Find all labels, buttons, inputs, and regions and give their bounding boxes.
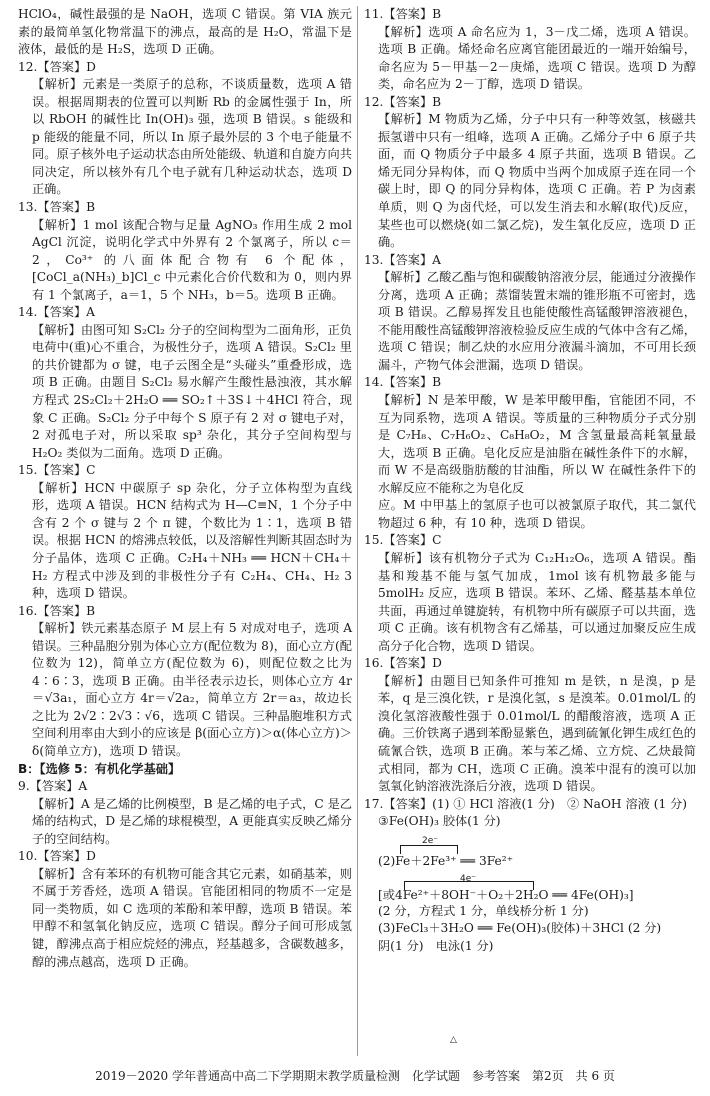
answer-line bbox=[18, 199, 352, 217]
electron-label-1: 2e⁻ bbox=[422, 835, 439, 846]
explanation-text: 【解析】由题目已知条件可推知 m 是铁，n 是溴，p 是苯，q 是三溴化铁，r 是溴化氢，s 是溴苯。0.01mol/L 的溴化氢溶液酸性强于 0.01mol/L 的醋酸溶液，选项 A 正确。三价铁离子遇到苯酚显紫色，遇到硫氰化钾生成红色的硫氰合铁，选项 B 正确。苯与苯乙烯、立方烷、乙炔最简式相同，都为 CH，选项 C 正确。溴苯中混有的溴可以加氢氧化钠溶液洗涤后分液，选项 D 错误。 bbox=[378, 673, 696, 794]
answer-text: 【答案】B bbox=[37, 200, 96, 215]
answer-text: 【答案】D bbox=[37, 59, 96, 74]
question-number: 13. bbox=[364, 252, 384, 267]
explanation-text: 应。M 中甲基上的氢原子也可以被氯原子取代，其二氯代物超过 6 种，有 10 种，选项 D 错误。 bbox=[378, 498, 696, 530]
question-number: 14. bbox=[364, 375, 384, 390]
answer-text: 【答案】(1) ① HCl 溶液(1 分) ② NaOH 溶液 (1 分) bbox=[383, 796, 688, 811]
question-number: 12. bbox=[18, 59, 38, 74]
answer-text: 【答案】B bbox=[383, 375, 442, 390]
answer-line bbox=[18, 462, 352, 480]
answer-line bbox=[364, 532, 696, 550]
explanation-text: 【解析】1 mol 该配合物与足量 AgNO₃ 作用生成 2 mol AgCl 沉淀，说明化学式中外界有 2 个氯离子，所以 c＝2，Co³⁺ 的八面体配合物有 6 个配体，[CoCl_a(NH₃)_b]Cl_c 中元素化合价代数和为 0，则内界有 1 个氯离子，a＝1，5 个 NH₃，b＝5。选项 B 正确。 bbox=[32, 217, 352, 302]
right-column-after-formula bbox=[364, 903, 696, 956]
question-number: 15. bbox=[18, 463, 38, 478]
explanation-text: 【解析】A 是乙烯的比例模型，B 是乙烯的电子式，C 是乙烯的结构式，D 是乙烯的球棍模型，A 更能真实反映乙烯分子的空间结构。 bbox=[32, 796, 352, 846]
question-number: 17. bbox=[364, 796, 384, 811]
explanation-text: (2 分，方程式 1 分，单线桥分析 1 分) bbox=[378, 903, 589, 918]
explanation-text: 【解析】铁元素基态原子 M 层上有 5 对成对电子，选项 A 错误。三种晶胞分别为体心立方(配位数为 8)，面心立方(配位数为 12)，简单立方(配位数为 6)，则配位数之比为 4∶6∶3，选项 B 正确。由半径表示边长，则体心立方 4r＝√3a₁，面心立方 4r＝√2a₂，简单立方 2r＝a₃，故边长之比为 2√2∶2√3∶√6，选项 C 错误。三种晶胞堆积方式空间利用率由大到小的应该是 β(面心立方)＞α(体心立方)＞δ(简单立方)，选项 D 错误。 bbox=[32, 621, 352, 758]
section-heading: B：【选修 5：有机化学基础】 bbox=[18, 761, 181, 776]
electron-label-2: 4e⁻ bbox=[460, 873, 477, 884]
answer-line bbox=[364, 252, 696, 270]
answer-line bbox=[364, 6, 696, 24]
answer-line bbox=[364, 655, 696, 673]
explanation-text: HClO₄，碱性最强的是 NaOH，选项 C 错误。第 VIA 族元素的最简单氢化物常温下的沸点，最高的是 H₂O，常温下是液体，最低的是 H₂S，选项 D 正确。 bbox=[18, 7, 352, 57]
question-number: 13. bbox=[18, 200, 38, 215]
answer-text: 【答案】C bbox=[383, 533, 442, 548]
equation-fe2-oxidation: [或4Fe²⁺＋8OH⁻＋O₂＋2H₂O ══ 4Fe(OH)₃] bbox=[378, 887, 634, 902]
explanation-text: 【解析】N 是苯甲酸，W 是苯甲酸甲酯，官能团不同，不互为同系物，选项 A 错误。等质量的三种物质分子式分别是 C₇H₈、C₇H₆O₂、C₈H₈O₂，M 含氢量最高耗氧量最大，选项 B 正确。皂化反应是油脂在碱性条件下的水解，而 W 不是高级脂肪酸的甘油酯，所以 W 在碱性条件下的水解反应不能称之为皂化反 bbox=[378, 393, 696, 495]
right-column-body bbox=[364, 6, 696, 831]
answer-text: 【答案】A bbox=[383, 252, 441, 267]
right-column bbox=[364, 6, 696, 1045]
explanation-text: 【解析】元素是一类原子的总称，不谈质量数，选项 A 错误。根据周期表的位置可以判断 Rb 的金属性强于 In，所以 RbOH 的碱性比 In(OH)₃ 强，选项 B 错误。s 能级和 p 能级的能量不同，所以 In 原子最外层的 3 个电子能量不同。原子核外电子运动状态由所处能级、轨道和自旋方向共同决定，所以核外有几个电子就有几种运动状态，选项 D 正确。 bbox=[32, 77, 352, 197]
question-number: 9. bbox=[18, 779, 30, 794]
explanation-text: 【解析】HCN 中碳原子 sp 杂化，分子立体构型为直线形，选项 A 错误。HCN 结构式为 H—C≡N，1 个分子中含有 2 个 σ 键与 2 个 π 键，个数比为 1∶1，选项 B 错误。根据 HCN 的熔沸点较低，以及溶解性判断其固态时为分子晶体，选项 C 正确。C₂H₄＋NH₃ ══ HCN＋CH₄＋H₂ 方程式中涉及到的非极性分子有 C₂H₄、CH₄、H₂ 3 种，选项 D 错误。 bbox=[32, 480, 352, 601]
answer-text: 【答案】B bbox=[383, 94, 442, 109]
explanation-text: 【解析】选项 A 命名应为 1，3－戊二烯，选项 A 错误。选项 B 正确。烯烃命名应离官能团最近的一端开始编号，命名应为 5－甲基－2－庚烯，选项 C 错误。选项 D 为醇类，命名应为 2－丁醇，选项 D 错误。 bbox=[378, 24, 696, 92]
explanation-text: 【解析】乙酸乙酯与饱和碳酸钠溶液分层，能通过分液操作分离，选项 A 正确；蒸馏装置末端的锥形瓶不可密封，选项 B 错误。乙醇易挥发且也能使酸性高锰酸钾溶液褪色，不能用酸性高锰酸钾溶液检验反应生成的气体中含有乙烯，选项 C 错误；制乙炔的水应用分液漏斗滴加，不可用长颈漏斗，产物气体会泄漏，选项 D 错误。 bbox=[378, 270, 696, 372]
question-number: 14. bbox=[18, 305, 38, 320]
answer-line bbox=[364, 796, 696, 814]
equation-fe-fe3: (2)Fe＋2Fe³⁺ ══ 3Fe²⁺ bbox=[378, 853, 514, 868]
question-number: 10. bbox=[18, 849, 38, 864]
question-number: 11. bbox=[364, 7, 384, 21]
answer-line bbox=[18, 59, 352, 77]
question-number: 16. bbox=[18, 603, 38, 618]
answer-text: 【答案】D bbox=[383, 656, 442, 671]
question-number: 15. bbox=[364, 533, 384, 548]
explanation-text: 【解析】由图可知 S₂Cl₂ 分子的空间构型为二面角形，正负电荷中(重)心不重合，为极性分子，选项 A 错误。S₂Cl₂ 里的共价键都为 σ 键，电子云图全是“头碰头”重叠形成，选项 B 正确。由题目 S₂Cl₂ 易水解产生酸性悬浊液，其水解方程式 2S₂Cl₂＋2H₂O ══ SO₂↑＋3S↓＋4HCl 符合，现象 C 正确。S₂Cl₂ 分子中每个 S 原子有 2 对 σ 键电子对，2 对孤电子对，所以采取 sp³ 杂化，其分子空间构型与 H₂O₂ 类似为二面角。选项 D 正确。 bbox=[32, 322, 352, 460]
heat-symbol: △ bbox=[450, 1035, 457, 1045]
explanation-text: 【解析】M 物质为乙烯，分子中只有一种等效氢，核磁共振氢谱中只有一组峰，选项 A 正确。乙烯分子中 6 原子共面，而 Q 物质分子中最多 4 原子共面，选项 B 错误。乙烯无同分异构体，而 Q 物质中当两个加成原子连在同一个碳上时，即 Q 的同分异构体，选项 C 正确。若 P 为卤素单质，则 Q 为卤代烃，可以发生消去和水解(取代)反应，某些也可以燃烧(如二氯乙烷)，发生氧化反应，选项 D 正确。 bbox=[378, 112, 696, 250]
electron-transfer-formula bbox=[378, 833, 696, 903]
answer-text: 【答案】C bbox=[37, 463, 96, 478]
explanation-text: ③Fe(OH)₃ 胶体(1 分) bbox=[378, 814, 501, 829]
explanation-text: 阴(1 分) 电泳(1 分) bbox=[378, 938, 494, 953]
explanation-text: 【解析】该有机物分子式为 C₁₂H₁₂O₆，选项 A 错误。酯基和羧基不能与氢气加成，1mol 该有机物最多能与 5molH₂ 反应，选项 B 错误。苯环、乙烯、醛基基本单位共面，再通过单键旋转，有机物中所有碳原子可以共面，选项 C 正确。该有机物含有乙烯基，可以通过加聚反应生成高分子化合物，选项 D 错误。 bbox=[378, 550, 696, 653]
answer-text: 【答案】D bbox=[37, 849, 96, 864]
answer-text: 【答案】A bbox=[29, 779, 88, 794]
explanation-text: 【解析】含有苯环的有机物可能含其它元素，如硝基苯，则不属于芳香烃，选项 A 错误。官能团相同的物质不一定是同一类物质，如 C 选项的苯酚和苯甲醇，选项 B 错误。苯甲醇不和氢氧化钠反应，选项 C 错误。醇分子间可形成氢键，醇沸点高于相应烷烃的沸点，羟基越多，含碳数越多，醇的沸点越高，选项 D 正确。 bbox=[32, 866, 352, 969]
answer-line bbox=[18, 304, 352, 322]
answer-line bbox=[364, 374, 696, 392]
answer-text: 【答案】B bbox=[383, 7, 442, 21]
answer-line bbox=[18, 848, 352, 866]
column-divider bbox=[357, 6, 358, 1056]
question-number: 16. bbox=[364, 656, 384, 671]
answer-text: 【答案】A bbox=[37, 305, 95, 320]
answer-text: 【答案】B bbox=[37, 603, 96, 618]
left-column bbox=[18, 6, 352, 971]
question-number: 12. bbox=[364, 94, 384, 109]
answer-line bbox=[18, 778, 352, 796]
answer-line bbox=[18, 603, 352, 621]
answer-line bbox=[364, 94, 696, 112]
explanation-text: (3)FeCl₃＋3H₂O ══ Fe(OH)₃(胶体)＋3HCl (2 分) bbox=[378, 921, 662, 936]
page-footer: 2019－2020 学年普通高中高二下学期期末教学质量检测 化学试题 参考答案 第2页 共 6 页 bbox=[95, 1069, 615, 1083]
